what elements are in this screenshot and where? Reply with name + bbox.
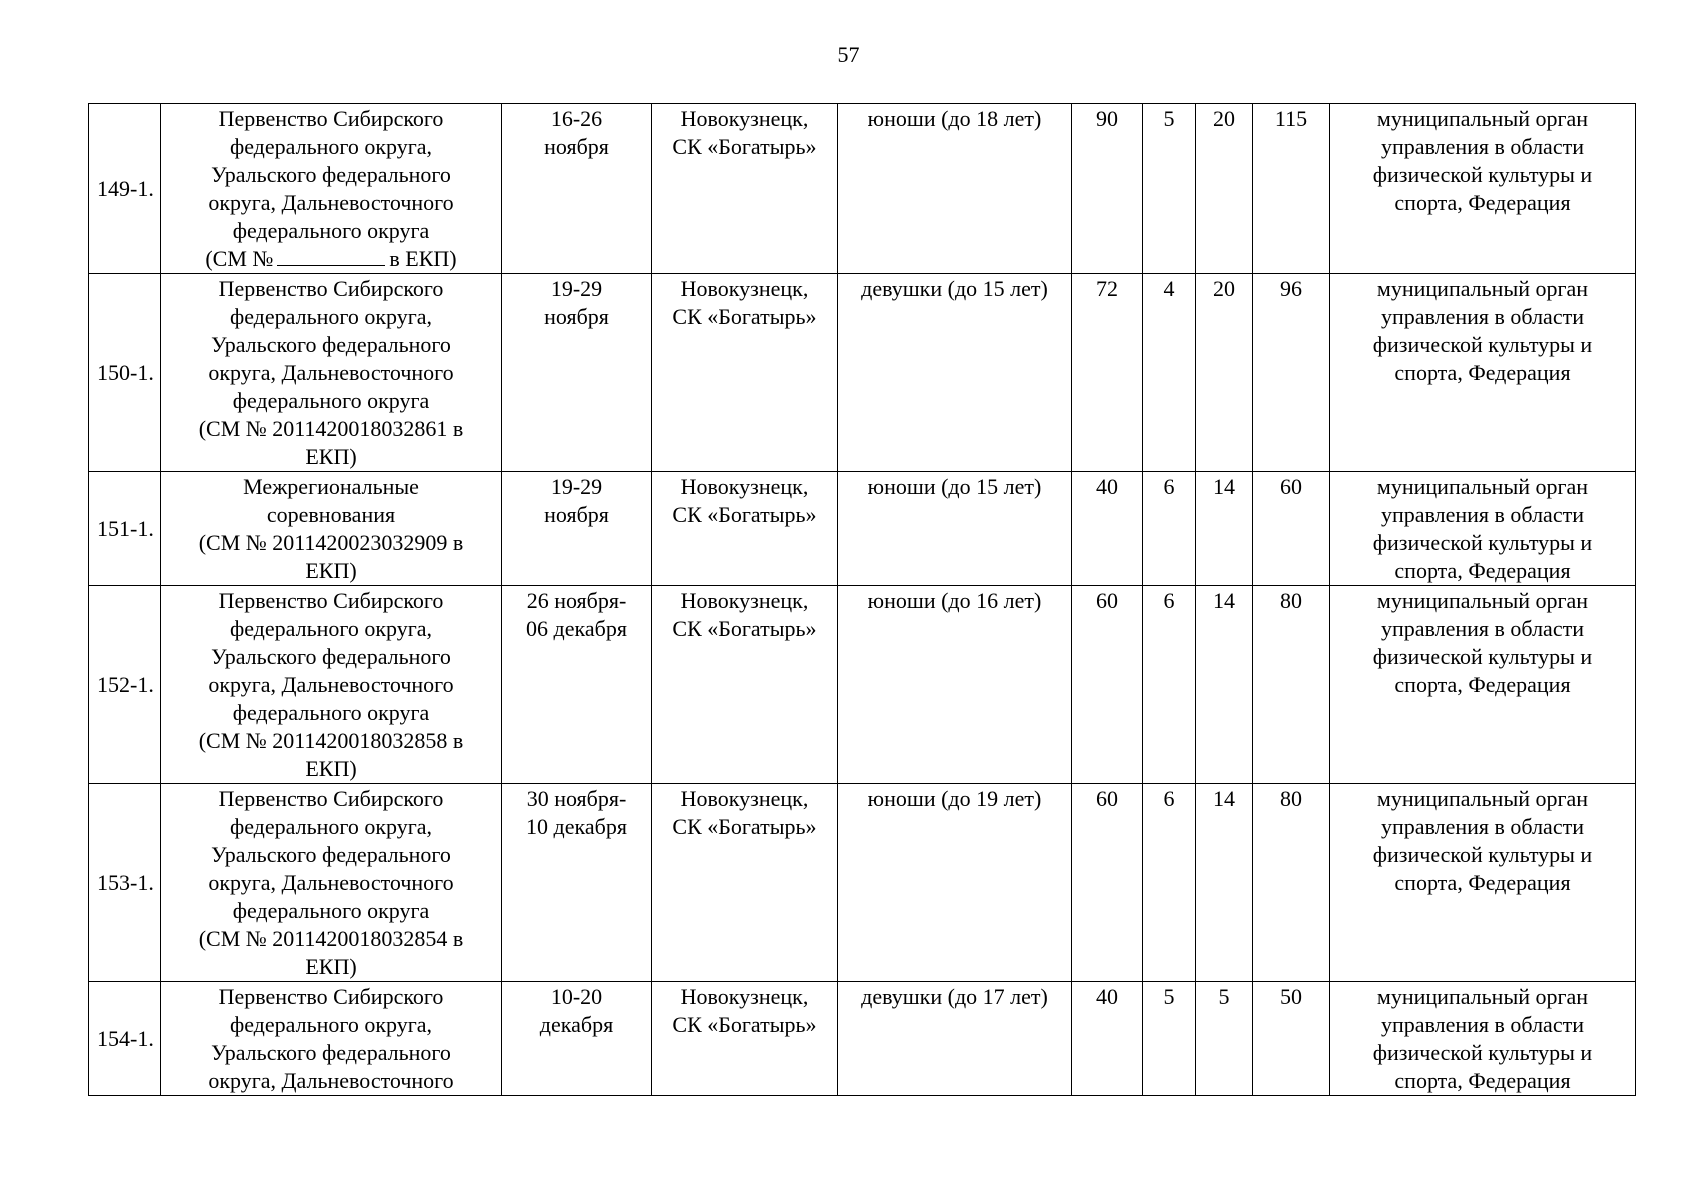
organizer-line: управления в области — [1381, 616, 1584, 641]
event-name-line: Первенство Сибирского — [218, 984, 444, 1009]
table-row — [89, 472, 1636, 586]
event-name-line: Межрегиональные — [243, 474, 419, 499]
event-dates — [502, 784, 652, 982]
count-cell: 5 — [1143, 982, 1196, 1096]
place-line: Новокузнецк, — [680, 106, 809, 131]
organizer-line: муниципальный орган — [1376, 984, 1589, 1009]
organizer-line: физической культуры и — [1372, 162, 1593, 187]
count-cell: 5 — [1196, 982, 1253, 1096]
event-name — [161, 104, 502, 274]
organizer-line: управления в области — [1381, 814, 1584, 839]
event-name-line: федерального округа — [232, 388, 430, 413]
organizer-line: муниципальный орган — [1376, 588, 1589, 613]
count-cell: 20 — [1196, 274, 1253, 472]
event-number: 151-1. — [89, 472, 161, 586]
organizer — [1330, 274, 1636, 472]
page-number: 57 — [837, 42, 860, 67]
organizer-line: муниципальный орган — [1376, 276, 1589, 301]
organizer-line: спорта, Федерация — [1394, 360, 1571, 385]
event-dates — [502, 982, 652, 1096]
dates-line: 06 декабря — [526, 616, 627, 641]
event-name-line: Уральского федерального — [211, 842, 451, 867]
event-name-line: Первенство Сибирского — [218, 786, 444, 811]
event-name-line: Первенство Сибирского — [218, 276, 444, 301]
place-line: Новокузнецк, — [680, 276, 809, 301]
organizer — [1330, 104, 1636, 274]
count-cell: 40 — [1072, 982, 1143, 1096]
event-dates — [502, 274, 652, 472]
organizer-line: физической культуры и — [1372, 644, 1593, 669]
count-cell: 5 — [1143, 104, 1196, 274]
organizer-line: спорта, Федерация — [1394, 190, 1571, 215]
dates-line: 30 ноября- — [526, 786, 627, 811]
event-place — [652, 982, 838, 1096]
event-name-line: федерального округа, — [229, 134, 433, 159]
event-number: 153-1. — [89, 784, 161, 982]
event-place — [652, 472, 838, 586]
event-name-line: Уральского федерального — [211, 1040, 451, 1065]
dates-line: 26 ноября- — [526, 588, 627, 613]
organizer-line: физической культуры и — [1372, 1040, 1593, 1065]
event-name-line: округа, Дальневосточного — [208, 1068, 454, 1093]
event-dates — [502, 586, 652, 784]
place-line: СК «Богатырь» — [672, 616, 817, 641]
age-group: юноши (до 16 лет) — [838, 586, 1072, 784]
event-name-line: федерального округа — [232, 218, 430, 243]
total-cell: 80 — [1253, 586, 1330, 784]
dates-line: 10-20 — [550, 984, 603, 1009]
organizer-line: спорта, Федерация — [1394, 672, 1571, 697]
event-name-line: федерального округа, — [229, 616, 433, 641]
blank-field — [277, 247, 385, 266]
count-cell: 72 — [1072, 274, 1143, 472]
event-name-line: федерального округа, — [229, 304, 433, 329]
dates-line: ноября — [544, 134, 609, 159]
total-cell: 80 — [1253, 784, 1330, 982]
count-cell: 6 — [1143, 586, 1196, 784]
table-row — [89, 586, 1636, 784]
event-dates — [502, 472, 652, 586]
organizer-line: спорта, Федерация — [1394, 1068, 1571, 1093]
event-name-line: федерального округа — [232, 700, 430, 725]
event-name-line: (СМ № 2011420018032854 в — [198, 926, 464, 951]
organizer-line: муниципальный орган — [1376, 106, 1589, 131]
event-name-line: ЕКП) — [305, 756, 357, 781]
event-name — [161, 982, 502, 1096]
organizer-line: спорта, Федерация — [1394, 870, 1571, 895]
place-line: СК «Богатырь» — [672, 502, 817, 527]
count-cell: 20 — [1196, 104, 1253, 274]
total-cell: 96 — [1253, 274, 1330, 472]
event-number: 154-1. — [89, 982, 161, 1096]
event-number: 152-1. — [89, 586, 161, 784]
event-name-line: округа, Дальневосточного — [208, 190, 454, 215]
dates-line: ноября — [544, 304, 609, 329]
count-cell: 6 — [1143, 784, 1196, 982]
event-name-line: округа, Дальневосточного — [208, 870, 454, 895]
event-name-line: (СМ № 2011420023032909 в — [198, 530, 464, 555]
event-dates — [502, 104, 652, 274]
event-name-line: ЕКП) — [305, 444, 357, 469]
total-cell: 115 — [1253, 104, 1330, 274]
organizer-line: управления в области — [1381, 1012, 1584, 1037]
event-name-line: ЕКП) — [305, 558, 357, 583]
organizer-line: управления в области — [1381, 304, 1584, 329]
event-name — [161, 472, 502, 586]
organizer — [1330, 784, 1636, 982]
event-name-line: Уральского федерального — [211, 644, 451, 669]
count-cell: 60 — [1072, 586, 1143, 784]
place-line: СК «Богатырь» — [672, 1012, 817, 1037]
organizer-line: физической культуры и — [1372, 842, 1593, 867]
event-name-line: Первенство Сибирского — [218, 588, 444, 613]
count-cell: 90 — [1072, 104, 1143, 274]
age-group: юноши (до 15 лет) — [838, 472, 1072, 586]
event-place — [652, 274, 838, 472]
place-line: Новокузнецк, — [680, 786, 809, 811]
organizer-line: управления в области — [1381, 502, 1584, 527]
total-cell: 60 — [1253, 472, 1330, 586]
count-cell: 4 — [1143, 274, 1196, 472]
age-group: девушки (до 17 лет) — [838, 982, 1072, 1096]
organizer — [1330, 472, 1636, 586]
dates-line: 19-29 — [550, 276, 603, 301]
organizer-line: управления в области — [1381, 134, 1584, 159]
event-name-line: ЕКП) — [305, 954, 357, 979]
age-group: девушки (до 15 лет) — [838, 274, 1072, 472]
event-number: 150-1. — [89, 274, 161, 472]
place-line: Новокузнецк, — [680, 984, 809, 1009]
event-name-line: соревнования — [266, 502, 396, 527]
cm-prefix: (СМ № — [205, 246, 274, 271]
dates-line: декабря — [539, 1012, 614, 1037]
count-cell: 6 — [1143, 472, 1196, 586]
event-name-line: федерального округа, — [229, 814, 433, 839]
events-table — [88, 103, 1636, 1096]
event-name — [161, 586, 502, 784]
event-name-line: округа, Дальневосточного — [208, 360, 454, 385]
event-name — [161, 274, 502, 472]
table-row — [89, 274, 1636, 472]
organizer-line: муниципальный орган — [1376, 474, 1589, 499]
count-cell: 14 — [1196, 586, 1253, 784]
organizer-line: спорта, Федерация — [1394, 558, 1571, 583]
dates-line: 19-29 — [550, 474, 603, 499]
event-number: 149-1. — [89, 104, 161, 274]
count-cell: 60 — [1072, 784, 1143, 982]
table-row — [89, 982, 1636, 1096]
organizer — [1330, 586, 1636, 784]
dates-line: 16-26 — [550, 106, 603, 131]
place-line: СК «Богатырь» — [672, 814, 817, 839]
organizer — [1330, 982, 1636, 1096]
count-cell: 14 — [1196, 472, 1253, 586]
event-place — [652, 784, 838, 982]
dates-line: 10 декабря — [526, 814, 627, 839]
place-line: СК «Богатырь» — [672, 134, 817, 159]
cm-number-line — [163, 245, 499, 273]
place-line: СК «Богатырь» — [672, 304, 817, 329]
table-row — [89, 784, 1636, 982]
age-group: юноши (до 19 лет) — [838, 784, 1072, 982]
event-place — [652, 586, 838, 784]
event-name-line: Уральского федерального — [211, 162, 451, 187]
count-cell: 14 — [1196, 784, 1253, 982]
event-name — [161, 784, 502, 982]
count-cell: 40 — [1072, 472, 1143, 586]
age-group: юноши (до 18 лет) — [838, 104, 1072, 274]
event-place — [652, 104, 838, 274]
event-name-line: Первенство Сибирского — [218, 106, 444, 131]
event-name-line: федерального округа, — [229, 1012, 433, 1037]
total-cell: 50 — [1253, 982, 1330, 1096]
event-name-line: (СМ № 2011420018032861 в — [198, 416, 464, 441]
dates-line: ноября — [544, 502, 609, 527]
place-line: Новокузнецк, — [680, 474, 809, 499]
cm-suffix: в ЕКП) — [389, 246, 457, 271]
table-row — [89, 104, 1636, 274]
organizer-line: физической культуры и — [1372, 530, 1593, 555]
organizer-line: муниципальный орган — [1376, 786, 1589, 811]
event-name-line: федерального округа — [232, 898, 430, 923]
event-name-line: (СМ № 2011420018032858 в — [198, 728, 464, 753]
event-name-line: округа, Дальневосточного — [208, 672, 454, 697]
place-line: Новокузнецк, — [680, 588, 809, 613]
organizer-line: физической культуры и — [1372, 332, 1593, 357]
event-name-line: Уральского федерального — [211, 332, 451, 357]
